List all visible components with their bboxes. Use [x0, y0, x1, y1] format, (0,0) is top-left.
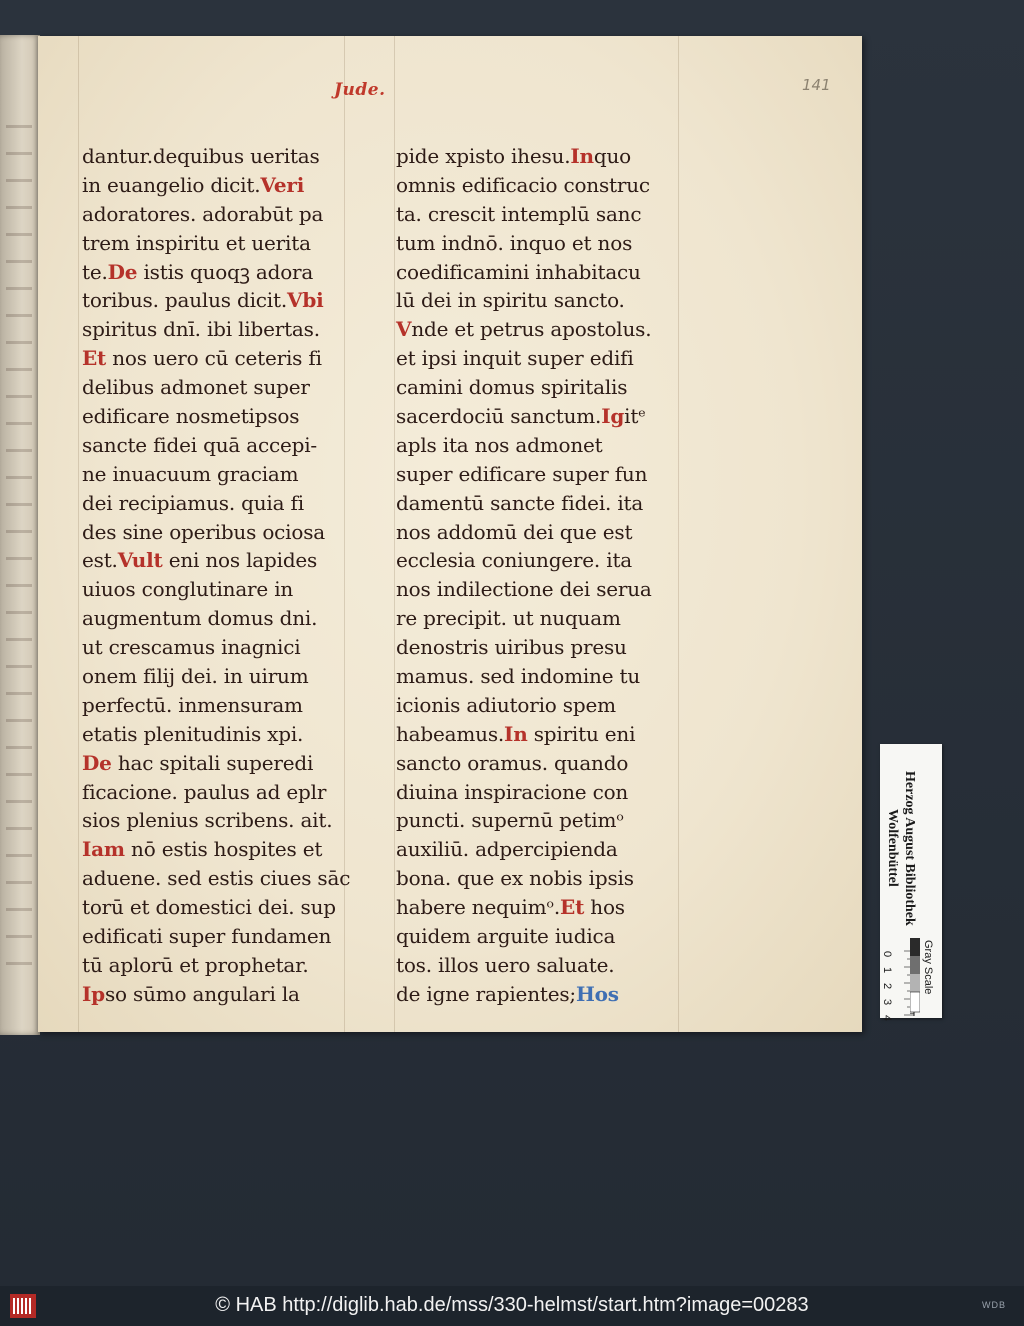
copyright-url[interactable]: © HAB http://diglib.hab.de/mss/330-helmst/start.htm?image=00283: [215, 1294, 809, 1316]
rubricated-initial: Veri: [260, 172, 305, 197]
ruler-number: 2: [881, 982, 894, 990]
text-line: [82, 373, 392, 402]
text-line: [82, 518, 392, 547]
text-line: [82, 951, 392, 980]
text-run: in euangelio dicit.: [82, 172, 261, 197]
text-run: eni nos lapides: [162, 548, 318, 573]
text-run: bona. que ex nobis ipsis: [396, 866, 634, 891]
text-run: re precipit. ut nuquam: [396, 606, 621, 631]
text-line: [396, 286, 706, 315]
text-line: [82, 922, 392, 951]
text-run: damentū sancte fidei. ita: [396, 490, 644, 515]
gray-patch-white: [910, 992, 920, 1012]
text-run: toribus. paulus dicit.: [82, 288, 287, 313]
text-line: [82, 806, 392, 835]
institution-name: Herzog August Bibliothek: [902, 770, 917, 926]
text-run: habeamus.: [396, 721, 505, 746]
text-line: [82, 460, 392, 489]
text-run: habere nequimᵒ.: [396, 895, 561, 920]
gray-patch-light: [910, 974, 920, 992]
text-line: [396, 431, 706, 460]
text-run: nos addomū dei que est: [396, 519, 633, 544]
text-line: [396, 344, 706, 373]
text-run: ecclesia coniungere. ita: [396, 548, 633, 573]
rubricated-initial: De: [82, 750, 112, 775]
ruler-number: 3: [881, 998, 894, 1006]
color-scale-card: [880, 744, 942, 1022]
right-text-column: [396, 142, 706, 1009]
text-line: [82, 749, 392, 778]
text-line: [396, 720, 706, 749]
ruler-number: 0: [881, 950, 894, 958]
text-run: coedificamini inhabitacu: [396, 259, 641, 284]
gray-scale-label: Gray Scale: [922, 940, 934, 995]
text-line: [396, 691, 706, 720]
text-run: tos. illos uero saluate.: [396, 952, 615, 977]
text-line: [396, 489, 706, 518]
text-run: ficacione. paulus ad eplr: [82, 779, 327, 804]
text-line: [82, 315, 392, 344]
text-line: [396, 749, 706, 778]
text-run: lū dei in spiritu sancto.: [396, 288, 625, 313]
text-line: [396, 518, 706, 547]
rubricated-initial: Ip: [82, 981, 105, 1006]
text-line: [396, 633, 706, 662]
text-run: ut crescamus inagnici: [82, 635, 301, 660]
gray-patch-dark: [910, 956, 920, 974]
text-line: [82, 604, 392, 633]
text-run: tū aplorū et prophetar.: [82, 952, 309, 977]
rubricated-initial: Vbi: [287, 288, 324, 313]
text-line: [396, 893, 706, 922]
text-run: nos uero cū ceteris fi: [106, 346, 322, 371]
text-run: te.: [82, 259, 108, 284]
text-line: [396, 200, 706, 229]
text-run: perfectū. inmensuram: [82, 692, 303, 717]
text-line: [82, 980, 392, 1009]
text-line: [396, 778, 706, 807]
text-line: [82, 171, 392, 200]
text-run: icionis adiutorio spem: [396, 692, 616, 717]
text-line: [82, 142, 392, 171]
text-run: itᵉ: [624, 404, 646, 429]
text-line: [396, 315, 706, 344]
text-run: des sine operibus ociosa: [82, 519, 326, 544]
text-run: hos: [584, 895, 625, 920]
text-line: [82, 489, 392, 518]
footer-bar: [0, 1286, 1024, 1326]
text-run: sios plenius scribens. ait.: [82, 808, 333, 833]
text-run: diuina inspiracione con: [396, 779, 629, 804]
rubricated-initial: Vult: [117, 548, 163, 573]
text-run: dei recipiamus. quia fi: [82, 490, 304, 515]
text-line: [396, 575, 706, 604]
text-run: trem inspiritu et uerita: [82, 230, 311, 255]
rubricated-initial: Iam: [82, 837, 125, 862]
text-run: uiuos conglutinare in: [82, 577, 294, 602]
text-line: [396, 402, 706, 431]
text-line: [82, 431, 392, 460]
text-run: delibus admonet super: [82, 375, 310, 400]
text-line: [82, 778, 392, 807]
text-line: [396, 864, 706, 893]
text-run: sancto oramus. quando: [396, 750, 629, 775]
text-run: quidem arguite iudica: [396, 924, 616, 949]
text-line: [396, 662, 706, 691]
text-run: omnis edificacio construc: [396, 172, 650, 197]
text-line: [82, 864, 392, 893]
rubricated-initial: V: [396, 317, 412, 342]
rubricated-initial: De: [107, 259, 138, 284]
ruler-number: 1: [881, 966, 894, 974]
text-run: pide xpisto ihesu.: [396, 144, 571, 168]
text-line: [396, 546, 706, 575]
text-run: puncti. supernū petimᵒ: [396, 808, 624, 833]
text-run: istis quoqꝫ adora: [137, 259, 314, 284]
text-line: [396, 258, 706, 287]
text-run: tum indnō. inquo et nos: [396, 230, 633, 255]
text-run: nde et petrus apostolus.: [411, 317, 652, 342]
text-line: [396, 460, 706, 489]
text-run: auxiliū. adpercipienda: [396, 837, 618, 862]
wdb-icon: WDB: [982, 1300, 1006, 1310]
blue-initial: Hos: [575, 981, 619, 1006]
running-header: Jude.: [334, 80, 386, 100]
rubricated-initial: In: [570, 144, 594, 168]
institution-city: Wolfenbüttel: [885, 809, 900, 887]
left-text-column: [82, 142, 392, 1009]
manuscript-page: [38, 36, 862, 1032]
text-line: [396, 171, 706, 200]
rubricated-initial: Et: [560, 895, 585, 920]
text-run: sancte fidei quā accepi-: [82, 432, 317, 457]
text-run: denostris uiribus presu: [396, 635, 627, 660]
previous-page-edge: [0, 35, 40, 1035]
text-line: [82, 344, 392, 373]
rubricated-initial: Ig: [601, 404, 625, 429]
text-run: nos indilectione dei serua: [396, 577, 652, 602]
text-run: torū et domestici dei. sup: [82, 895, 336, 920]
text-run: augmentum domus dni.: [82, 606, 318, 631]
text-line: [82, 893, 392, 922]
text-run: edificare nosmetipsos: [82, 404, 300, 429]
text-line: [82, 229, 392, 258]
text-line: [82, 258, 392, 287]
text-run: spiritus dnī. ibi libertas.: [82, 317, 320, 342]
ruling-line: [394, 36, 395, 1032]
gray-scale-strip: [910, 748, 920, 1014]
text-line: [396, 922, 706, 951]
text-run: edificati super fundamen: [82, 924, 332, 949]
text-run: ne inuacuum graciam: [82, 461, 299, 486]
gray-patch-black: [910, 938, 920, 956]
text-line: [396, 604, 706, 633]
rubricated-initial: Et: [82, 346, 107, 371]
text-line: [82, 286, 392, 315]
text-run: aduene. sed estis ciues sāc: [82, 866, 351, 891]
text-run: super edificare super fun: [396, 461, 648, 486]
text-line: [396, 229, 706, 258]
text-line: [82, 200, 392, 229]
text-run: spiritu eni: [527, 721, 636, 746]
text-line: [82, 662, 392, 691]
text-line: [82, 633, 392, 662]
text-run: nō estis hospites et: [124, 837, 323, 862]
folio-number: 141: [802, 76, 831, 94]
text-run: so sūmo angulari la: [104, 981, 300, 1006]
text-line: [396, 373, 706, 402]
text-line: [396, 806, 706, 835]
text-line: [82, 546, 392, 575]
text-line: [82, 402, 392, 431]
text-run: onem filij dei. in uirum: [82, 664, 309, 689]
text-run: apls ita nos admonet: [396, 432, 603, 457]
text-line: [396, 980, 706, 1009]
text-run: quo: [593, 144, 632, 168]
text-line: [396, 951, 706, 980]
text-run: mamus. sed indomine tu: [396, 664, 641, 689]
text-run: hac spitali superedi: [111, 750, 314, 775]
text-line: [82, 691, 392, 720]
text-line: [82, 835, 392, 864]
text-line: [82, 575, 392, 604]
text-run: est.: [82, 548, 118, 573]
text-run: etatis plenitudinis xpi.: [82, 721, 304, 746]
text-run: camini domus spiritalis: [396, 375, 628, 400]
ruler-number: 4: [881, 1014, 894, 1022]
rubricated-initial: In: [504, 721, 528, 746]
text-run: dantur.dequibus ueritas: [82, 144, 320, 168]
text-line: [396, 142, 706, 171]
text-line: [396, 835, 706, 864]
text-run: de igne rapientes;: [396, 981, 576, 1006]
text-run: ta. crescit intemplū sanc: [396, 201, 642, 226]
text-line: [82, 720, 392, 749]
ruling-line: [78, 36, 79, 1032]
text-run: et ipsi inquit super edifi: [396, 346, 634, 371]
text-run: adoratores. adorabūt pa: [82, 201, 324, 226]
text-run: sacerdociū sanctum.: [396, 404, 602, 429]
